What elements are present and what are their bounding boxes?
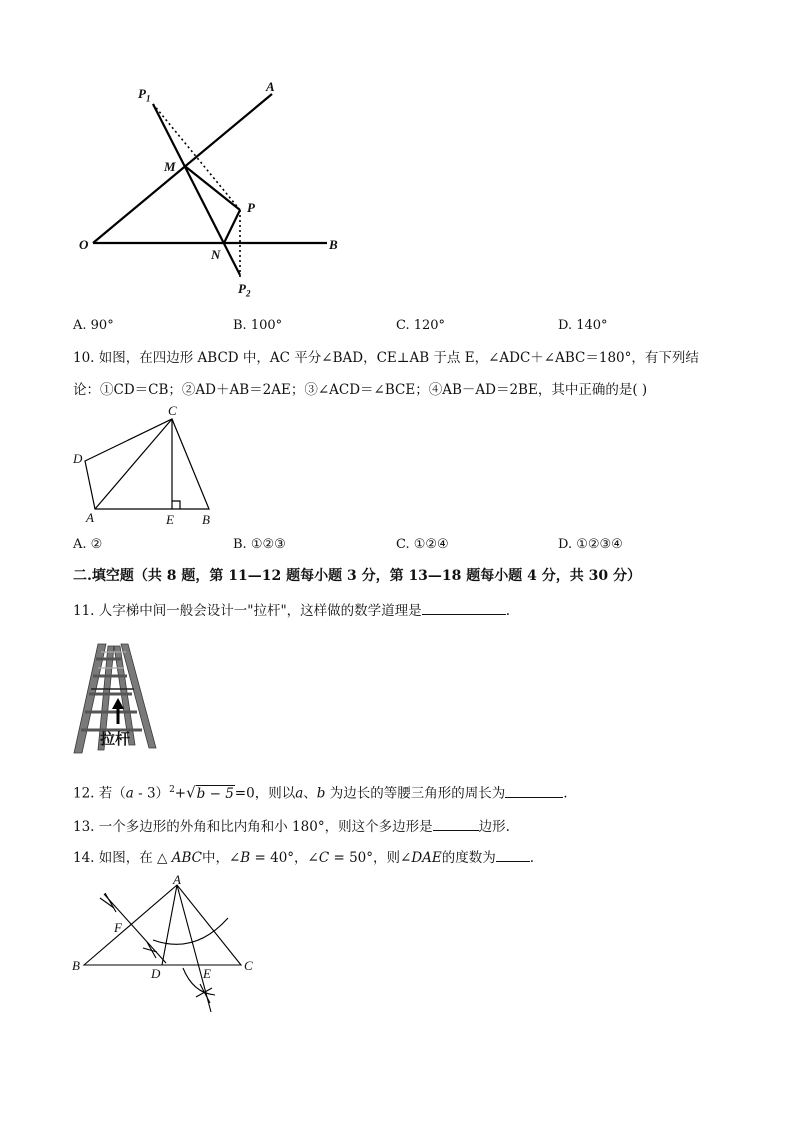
label-a: A (266, 79, 275, 94)
label-d: D (73, 451, 83, 466)
ladder-label: 拉杆 (100, 730, 131, 748)
label-c: C (244, 958, 253, 973)
q10-option-d: D. ①②③④ (558, 537, 623, 552)
label-b: B (329, 237, 338, 252)
label-c: C (168, 403, 177, 418)
label-p1: $P_1$ (138, 86, 151, 104)
q9-option-a: A. 90° (73, 318, 114, 333)
q10-line1: 10. 如图，在四边形 ABCD 中，AC 平分∠BAD，CE⊥AB 于点 E，∠ADC＋∠ABC＝180°，有下列结 (73, 350, 699, 366)
q12-text: 12. 若（a - 3）$^2$+√b − 5=0，则以a、b 为边长的等腰三角形的周长为 . (73, 783, 568, 802)
q10-line2: 论：①CD＝CB；②AD＋AB＝2AE；③∠ACD＝∠BCE；④AB－AD＝2BE，其中正确的是( ) (73, 382, 648, 398)
q13-text: 13. 一个多边形的外角和比内角和小 180°，则这个多边形是 边形. (73, 816, 510, 837)
label-b: B (202, 512, 210, 527)
label-o: O (79, 237, 89, 252)
label-b: B (72, 958, 80, 973)
label-m: M (164, 159, 176, 174)
q9-option-b: B. 100° (233, 318, 283, 333)
label-a: A (86, 510, 94, 525)
q9-option-d: D. 140° (558, 318, 608, 333)
label-d: D (151, 966, 161, 981)
q14-text: 14. 如图，在 △ ABC中，∠B = 40°，∠C = 50°，则∠DAE的度数为 . (73, 847, 534, 868)
label-n: N (211, 247, 221, 262)
q10-option-c: C. ①②④ (396, 537, 449, 552)
label-e: E (203, 966, 211, 981)
label-e: E (166, 512, 174, 527)
label-a: A (173, 872, 181, 887)
label-f: F (114, 920, 122, 935)
section-heading: 二.填空题（共 8 题，第 11—12 题每小题 3 分，第 13—18 题每小题 4 分，共 30 分） (73, 568, 641, 584)
q10-option-a: A. ② (73, 537, 103, 552)
label-p2: $P_2$ (238, 281, 251, 299)
q10-option-b: B. ①②③ (233, 537, 286, 552)
q9-option-c: C. 120° (396, 318, 446, 333)
label-p: P (247, 200, 255, 215)
q11-text: 11. 人字梯中间一般会设计一"拉杆"，这样做的数学道理是 . (73, 600, 510, 621)
